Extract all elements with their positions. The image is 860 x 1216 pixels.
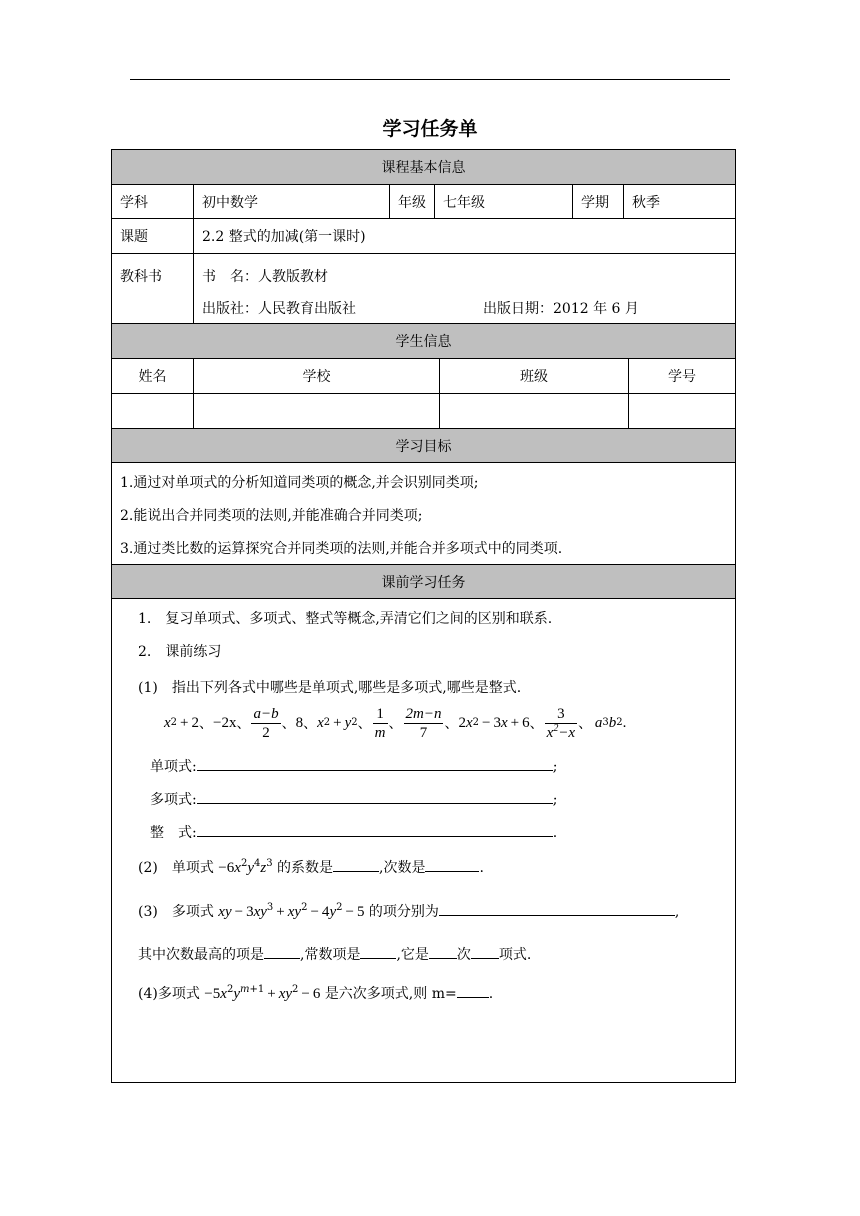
q3-constant-blank[interactable] bbox=[360, 946, 396, 959]
subject-value: 初中数学 bbox=[194, 185, 390, 218]
q3-terms-blank[interactable] bbox=[439, 903, 675, 916]
q2-prefix: (2) 单项式 bbox=[138, 860, 214, 876]
task-review: 1. 复习单项式、多项式、整式等概念,弄清它们之间的区别和联系. bbox=[138, 611, 553, 627]
monomial-answer-line bbox=[150, 756, 557, 776]
q4-text: 是六次多项式,则 m= bbox=[324, 986, 457, 1002]
q2-coefficient-blank[interactable] bbox=[333, 859, 379, 872]
textbook-label-cell bbox=[112, 254, 194, 323]
student-id-field[interactable] bbox=[629, 394, 735, 428]
q3-ci-text: 次 bbox=[456, 947, 471, 963]
section-header-course-info: 课程基本信息 bbox=[112, 150, 735, 185]
task-practice: 2. 课前练习 bbox=[138, 644, 222, 660]
polynomial-label: 多项式: bbox=[150, 792, 197, 808]
term-label: 学期 bbox=[573, 185, 624, 218]
question-3-continued bbox=[138, 944, 531, 964]
q3-constant-text: ,常数项是 bbox=[300, 947, 361, 963]
course-row-textbook bbox=[112, 254, 735, 324]
q3-highest-blank[interactable] bbox=[264, 946, 300, 959]
topic-value: 2.2 整式的加减(第一课时) bbox=[202, 229, 366, 245]
q3-highest-text: 其中次数最高的项是 bbox=[138, 947, 264, 963]
polynomial-semicolon: ; bbox=[552, 792, 558, 808]
q3-comma: , bbox=[674, 904, 680, 920]
q2-period: . bbox=[479, 860, 484, 876]
student-school-field[interactable] bbox=[194, 394, 440, 428]
grade-label: 年级 bbox=[390, 185, 435, 218]
objective-item: 3.通过类比数的运算探究合并同类项的法则,并能合并多项式中的同类项. bbox=[120, 541, 563, 557]
question-4: (4)多项式 $-5x^2y^{m+1} + xy^2 - 6$ 是六次多项式,则 m= . bbox=[138, 984, 494, 1002]
student-header-school: 学校 bbox=[194, 359, 440, 393]
student-header-name: 姓名 bbox=[112, 359, 194, 393]
subject-label: 学科 bbox=[112, 185, 194, 218]
course-row-topic bbox=[112, 219, 735, 254]
q2-coefficient-text: 的系数是 bbox=[277, 860, 334, 876]
student-header-row bbox=[112, 359, 735, 394]
textbook-publisher: 出版社：人民教育出版社 bbox=[202, 301, 356, 317]
course-row-subject bbox=[112, 185, 735, 219]
integral-label: 整 式: bbox=[150, 825, 197, 841]
integral-blank[interactable] bbox=[197, 824, 553, 837]
polynomial-blank[interactable] bbox=[197, 791, 553, 804]
objective-item: 1.通过对单项式的分析知道同类项的概念,并会识别同类项; bbox=[120, 475, 479, 491]
question-2: (2) 单项式 $-6x^2y^4z^3$ 的系数是 ,次数是 . bbox=[138, 858, 484, 876]
textbook-label: 教科书 bbox=[120, 269, 162, 285]
q4-prefix: (4)多项式 bbox=[138, 986, 200, 1002]
q3-term-count-blank[interactable] bbox=[471, 946, 499, 959]
question-3: (3) 多项式 xy − $3xy^3 + xy^2 - 4y^2 - 5$ 的项分别为 , bbox=[138, 902, 680, 920]
q3-degree-blank[interactable] bbox=[429, 946, 457, 959]
q3-it-is-text: ,它是 bbox=[396, 947, 429, 963]
textbook-name: 书 名：人教版教材 bbox=[202, 269, 328, 285]
q4-m-blank[interactable] bbox=[457, 985, 489, 998]
monomial-semicolon: ; bbox=[552, 759, 558, 775]
objective-item: 2.能说出合并同类项的法则,并能准确合并同类项; bbox=[120, 508, 423, 524]
q2-degree-text: ,次数是 bbox=[379, 860, 426, 876]
q3-prefix: (3) 多项式 bbox=[138, 904, 214, 920]
section-header-student-info: 学生信息 bbox=[112, 324, 735, 359]
q3-end-text: 项式. bbox=[498, 947, 532, 963]
pre-class-tasks-body bbox=[112, 599, 735, 1082]
topic-label: 课题 bbox=[112, 219, 194, 253]
integral-answer-line bbox=[150, 822, 557, 842]
q4-period: . bbox=[488, 986, 494, 1002]
monomial-blank[interactable] bbox=[197, 758, 553, 771]
student-header-id: 学号 bbox=[668, 369, 696, 385]
integral-period: . bbox=[552, 825, 558, 841]
expression-list: x 2 + 2 、 −2x 、 $\frac{a-b}{2}$ 、 8 、 x 2 + y 2 、 $\frac{1}{m}$ 、 $\frac{2m-n}{7}$ 、 2 x 2 − 3 x + 6 、 $\frac{3}{x^2-x}$ 、 a 3 b 2 . bbox=[164, 705, 627, 741]
question-1: (1) 指出下列各式中哪些是单项式,哪些是多项式,哪些是整式. bbox=[138, 680, 522, 696]
section-header-objectives: 学习目标 bbox=[112, 429, 735, 463]
header-rule bbox=[130, 79, 730, 80]
task-sheet-table bbox=[111, 149, 736, 1083]
student-entry-row bbox=[112, 394, 735, 429]
polynomial-answer-line bbox=[150, 789, 557, 809]
student-name-field[interactable] bbox=[112, 394, 194, 428]
monomial-label: 单项式: bbox=[150, 759, 197, 775]
grade-value: 七年级 bbox=[435, 185, 573, 218]
term-value: 秋季 bbox=[632, 194, 660, 211]
section-header-pre-class-tasks: 课前学习任务 bbox=[112, 565, 735, 599]
objectives-body bbox=[112, 463, 735, 565]
q2-degree-blank[interactable] bbox=[425, 859, 479, 872]
q3-terms-text: 的项分别为 bbox=[368, 904, 439, 920]
document-title: 学习任务单 bbox=[382, 118, 478, 140]
student-header-class: 班级 bbox=[440, 359, 629, 393]
student-class-field[interactable] bbox=[440, 394, 629, 428]
textbook-publish-date: 出版日期：2012 年 6 月 bbox=[483, 301, 639, 317]
